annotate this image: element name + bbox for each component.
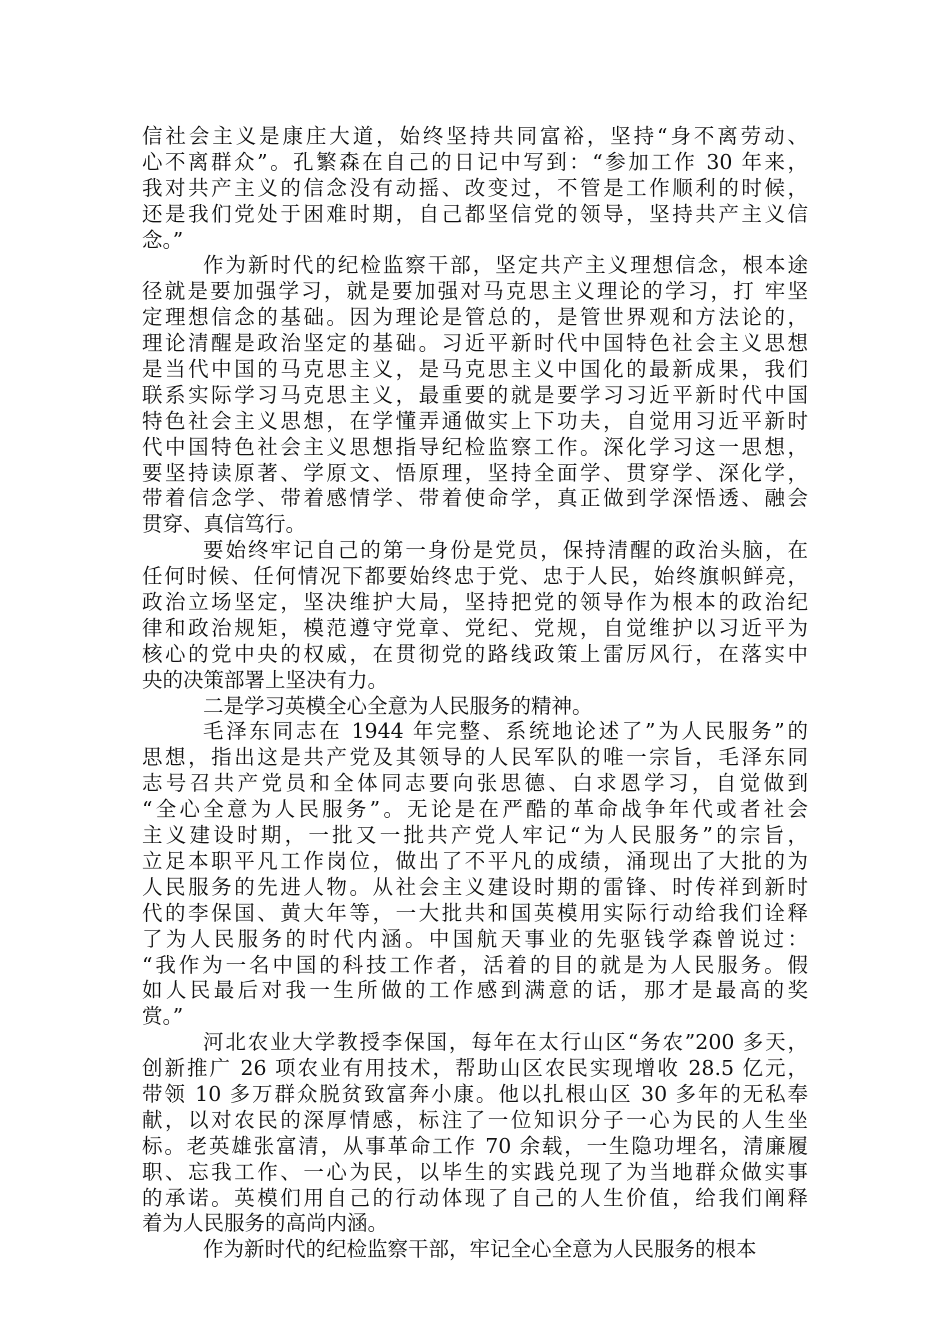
text-line: 任何时候、任何情况下都要始终忠于党、忠于人民，始终旗帜鲜亮，: [142, 564, 808, 589]
text-line: 着为人民服务的高尚内涵。: [142, 1211, 388, 1236]
text-line: 了为人民服务的时代内涵。中国航天事业的先驱钱学森曾说过：: [142, 926, 808, 951]
paragraph: [142, 719, 808, 1030]
text-line: 联系实际学习马克思主义，最重要的就是要学习习近平新时代中国: [142, 382, 808, 407]
text-line: 带着信念学、带着感情学、带着使命学，真正做到学深悟透、融会: [142, 486, 808, 511]
text-line: 念。”: [142, 227, 184, 252]
text-line: 思想，指出这是共产党及其领导的人民军队的唯一宗旨，毛泽东同: [142, 745, 808, 770]
text-line: 标。老英雄张富清，从事革命工作 70 余载，一生隐功埋名，清廉履: [142, 1133, 808, 1158]
text-line: 代的李保国、黄大年等，一大批共和国英模用实际行动给我们诠释: [142, 900, 808, 925]
paragraph-container: [142, 124, 808, 1263]
text-line: 要坚持读原著、学原文、悟原理，坚持全面学、贯穿学、深化学，: [142, 460, 808, 485]
text-line: 人民服务的先进人物。从社会主义建设时期的雷锋、时传祥到新时: [142, 874, 808, 899]
text-line: 毛泽东同志在 1944 年完整、系统地论述了”为人民服务”的: [203, 719, 808, 744]
text-line: 立足本职平凡工作岗位，做出了不平凡的成绩，涌现出了大批的为: [142, 848, 808, 873]
text-line: 作为新时代的纪检监察干部，坚定共产主义理想信念，根本途: [203, 253, 808, 278]
text-line: 律和政治规矩，模范遵守党章、党纪、党规，自觉维护以习近平为: [142, 615, 808, 640]
text-line: 央的决策部署上坚决有力。: [142, 667, 388, 692]
text-line: 心不离群众”。孔繁森在自己的日记中写到：“参加工作 30 年来，: [142, 149, 808, 174]
text-line: 特色社会主义思想，在学懂弄通做实上下功夫，自觉用习近平新时: [142, 408, 808, 433]
paragraph: [142, 253, 808, 538]
text-line: 贯穿、真信笃行。: [142, 512, 306, 537]
text-line: 职、忘我工作、一心为民，以毕生的实践兑现了为当地群众做实事: [142, 1159, 808, 1184]
text-line: 代中国特色社会主义思想指导纪检监察工作。深化学习这一思想，: [142, 434, 808, 459]
paragraph: [142, 538, 808, 693]
text-line: 赏。”: [142, 1004, 184, 1029]
text-line: 带领 10 多万群众脱贫致富奔小康。他以扎根山区 30 多年的无私奉: [142, 1081, 808, 1106]
text-line: 二是学习英模全心全意为人民服务的精神。: [203, 693, 593, 718]
text-line: 信社会主义是康庄大道，始终坚持共同富裕，坚持“身不离劳动、: [142, 124, 808, 148]
text-line: 政治立场坚定，坚决维护大局，坚持把党的领导作为根本的政治纪: [142, 590, 808, 615]
text-line: “我作为一名中国的科技工作者，活着的目的就是为人民服务。假: [142, 952, 808, 977]
text-line: 定理想信念的基础。因为理论是管总的，是管世界观和方法论的，: [142, 305, 808, 330]
text-line: 主义建设时期，一批又一批共产党人牢记“为人民服务”的宗旨，: [142, 823, 808, 848]
text-line: 是当代中国的马克思主义，是马克思主义中国化的最新成果，我们: [142, 357, 808, 382]
paragraph: [142, 124, 808, 253]
text-line: “全心全意为人民服务”。无论是在严酷的革命战争年代或者社会: [142, 797, 808, 822]
paragraph: [142, 1237, 808, 1263]
text-line: 的承诺。英模们用自己的行动体现了自己的人生价值，给我们阐释: [142, 1185, 808, 1210]
text-line: 核心的党中央的权威，在贯彻党的路线政策上雷厉风行，在落实中: [142, 641, 808, 666]
text-line: 还是我们党处于困难时期，自己都坚信党的领导，坚持共产主义信: [142, 201, 808, 226]
text-line: 我对共产主义的信念没有动摇、改变过，不管是工作顺利的时候，: [142, 175, 808, 200]
text-line: 献，以对农民的深厚情感，标注了一位知识分子一心为民的人生坐: [142, 1107, 808, 1132]
text-line: 河北农业大学教授李保国，每年在太行山区“务农”200 多天，: [203, 1030, 808, 1055]
paragraph: [142, 1030, 808, 1237]
document-body: [142, 124, 808, 1263]
text-line: 作为新时代的纪检监察干部，牢记全心全意为人民服务的根本: [203, 1237, 757, 1262]
text-line: 要始终牢记自己的第一身份是党员，保持清醒的政治头脑，在: [203, 538, 808, 563]
text-line: 志号召共产党员和全体同志要向张思德、白求恩学习，自觉做到: [142, 771, 808, 796]
text-line: 创新推广 26 项农业有用技术，帮助山区农民实现增收 28.5 亿元，: [142, 1056, 808, 1081]
text-line: 理论清醒是政治坚定的基础。习近平新时代中国特色社会主义思想: [142, 331, 808, 356]
text-line: 如人民最后对我一生所做的工作感到满意的话，那才是最高的奖: [142, 978, 808, 1003]
text-line: 径就是要加强学习，就是要加强对马克思主义理论的学习，打 牢坚: [142, 279, 808, 304]
paragraph: [142, 694, 808, 720]
